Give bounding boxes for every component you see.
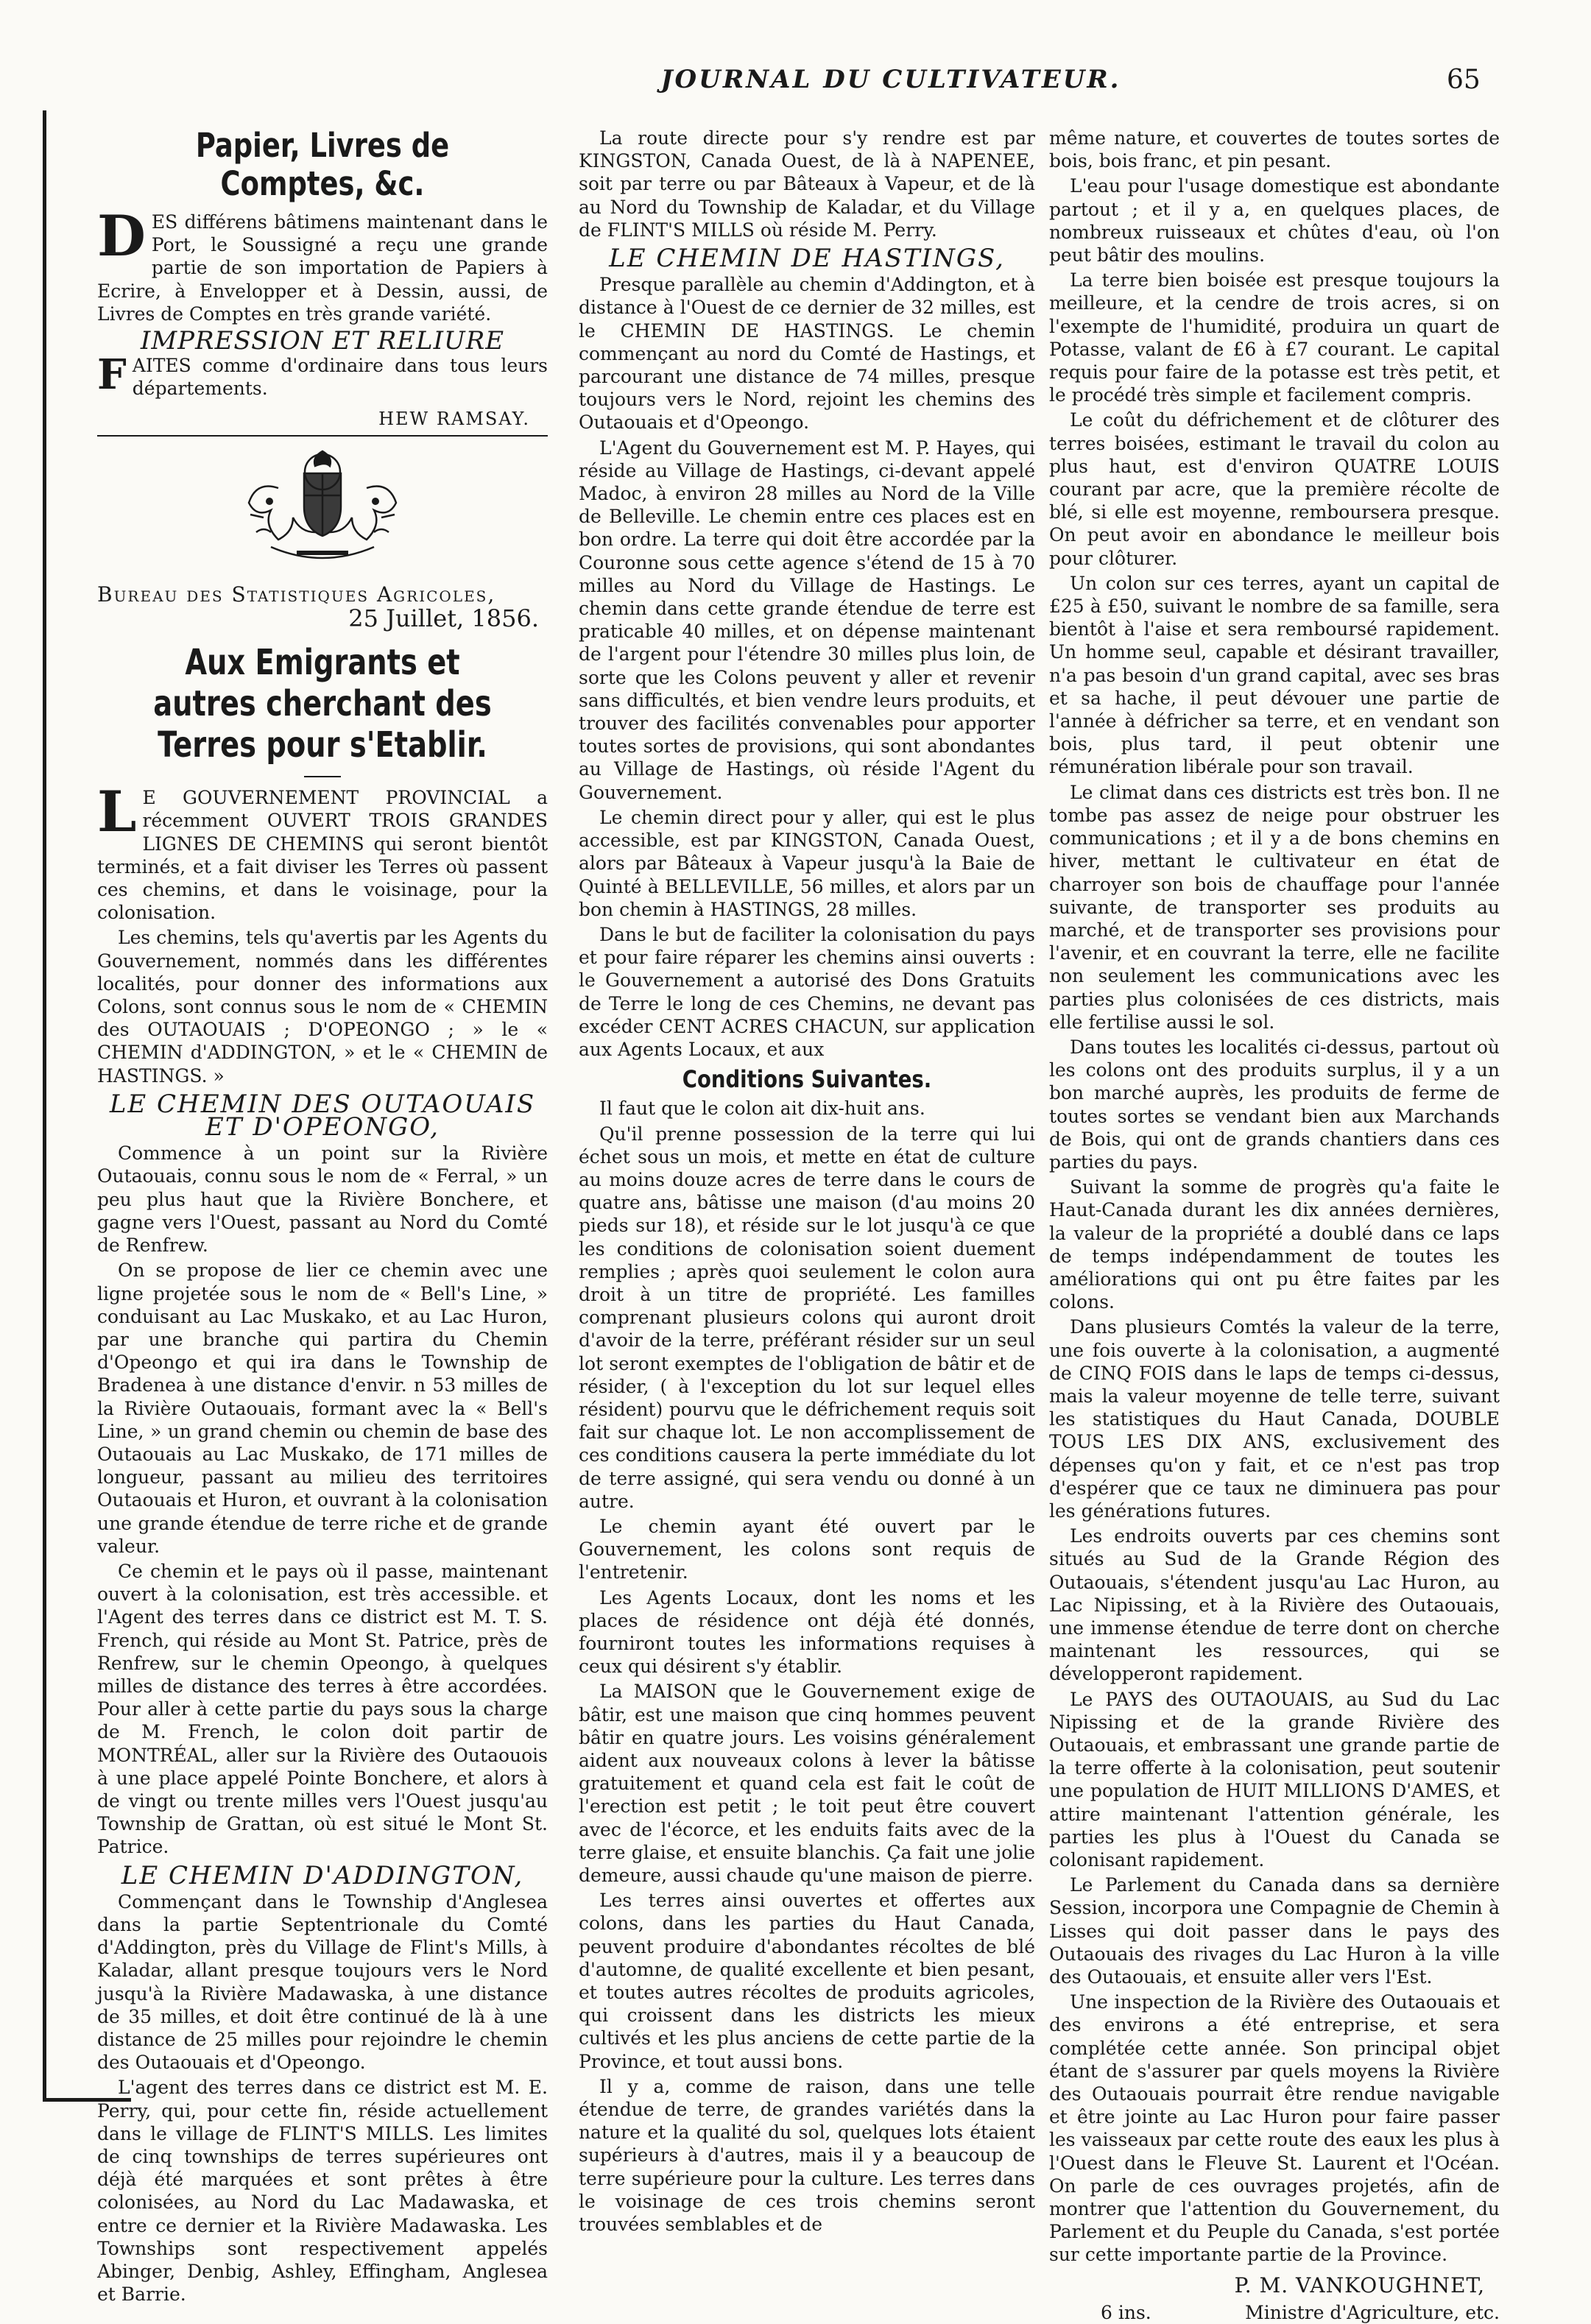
col3-paragraph-5: Un colon sur ces terres, ayant un capital de £25 à £50, suivant le nombre de sa famille, sera bientôt à l'aise et sera remboursé rapidement. Un homme seul, capable et désirant travailler, n'a pas besoin d'un grand capital, avec ses bras et sa hache, il peut dévouer une partie de l'année à défricher sa terre, et en vendant son bois, plus tard, il peut obtenir une rémunération libérale pour son travail. [1049, 572, 1500, 778]
column-1 [97, 127, 548, 2308]
conditions-paragraph-3: Le chemin ayant été ouvert par le Gouvernement, les colons sont requis de l'entretenir. [579, 1515, 1035, 1583]
col3-paragraph-12: Le Parlement du Canada dans sa dernière Session, incorpora une Compagnie de Chemin à Lisses qui doit passer dans le pays des Outaouais des rivages du Lac Huron à la ville des Outaouais, et ensuite aller vers l'Est. [1049, 1874, 1500, 1988]
addington-paragraph-2: L'agent des terres dans ce district est M. E. Perry, qui, pour cette fin, réside actuellement dans le village de FLINT'S MILLS. Les limites de cinq townships de terres supérieures ont déjà été marquées et sont prêtes à être colonisées, au Nord du Lac Madawaska, et entre ce dernier et la Rivière Madawaska. Les Townships sont respectivement appelés Abinger, Denbig, Ashley, Effingham, Anglesea et Barrie. [97, 2077, 548, 2306]
ad-body-2: FAITES comme d'ordinaire dans tous leurs départements. [97, 350, 548, 400]
hastings-paragraph-4: Dans le but de faciliter la colonisation du pays et pour faire réparer les chemins ainsi ouverts : le Gouvernement a autorisé des Dons Gratuits de Terre le long de ces Chemins, ne devant pas excéder CENT ACRES CHACUN, sur application aux Agents Locaux, et aux [579, 923, 1035, 1060]
royal-arms-emblem [227, 444, 418, 573]
section-heading-outaouais: LE CHEMIN DES OUTAOUAIS ET D'OPEONGO, [109, 1089, 536, 1142]
ad-signature: HEW RAMSAY. [378, 408, 530, 429]
conditions-paragraph-6: Les terres ainsi ouvertes et offertes aux colons, dans les parties du Haut Canada, peuvent produire d'abondantes récoltes de blé d'automne, de qualité excellente et bien pesant, et toutes autres récoltes de produits agricoles, qui croissent dans les districts les mieux cultivés et les plus anciens de cette partie de la Province, et tout aussi bons. [579, 1890, 1035, 2072]
intro-dropcap: L [97, 779, 137, 845]
intro-lead: L E GOUVERNEMENT PROVINCIAL a récemment OUVERT TROIS GRANDES LIGNES DE CHEMINS qui seront bientôt terminés, et a fait diviser les Terres où passent ces chemins, et dans le voisinage, pour la colonisation. [97, 779, 548, 924]
outaouais-paragraph-2: On se propose de lier ce chemin avec une ligne projetée sous le nom de « Bell's Line, » conduisant au Lac Muskako, et au Lac Huron, par une branche qui partira du Chemin d'Opeongo et qui ira dans le Township de Bradenea à une distance d'envir. n 53 milles de la Rivière Outaouais, formant avec la « Bell's Line, » un grand chemin ou chemin de base des Outaouais au Lac Muskako, de 171 milles de longueur, passant au milieu des territoires Outaouais et Huron, et ouvrant à la colonisation une grande étendue de terre riche et de grande valeur. [97, 1260, 548, 1557]
col3-paragraph-10: Les endroits ouverts par ces chemins sont situés au Sud de la Grande Région des Outaouais, s'étendent jusqu'au Lac Huron, au Lac Nipissing, et à la Rivière des Outaouais, une immense étendue de terre dont on cherche maintenant les ressources, qui se développeront rapidement. [1049, 1525, 1500, 1685]
bureau-name: Bureau des Statistiques Agricoles, [97, 582, 496, 607]
page-number: 65 [1447, 65, 1481, 95]
col3-paragraph-9: Dans plusieurs Comtés la valeur de la terre, une fois ouverte à la colonisation, a augmenté de CINQ FOIS dans le laps de temps ci-dessus, mais la valeur moyenne de telle terre, suivant les statistiques du Haut Canada, DOUBLE TOUS LES DIX ANS, exclusivement des dépenses qu'on y fait, et ce n'est pas trop d'espérer que ce taux ne diminuera pas pour les générations futures. [1049, 1316, 1500, 1522]
col3-paragraph-13: Une inspection de la Rivière des Outaouais et des environs a été entreprise, et sera complétée cette année. Son principal objet étant de s'assurer par quels moyens la Rivière des Outaouais pourrait être rendue navigable et être jointe au Lac Huron pour faire passer les vaisseaux par cette route des eaux les plus à l'Ouest dans le Fleuve St. Laurent et l'Océan. On parle de ces ouvrages projetés, afin de montrer que l'attention du Gouvernement, du Parlement et du Peuple du Canada, s'est portée sur cette importante partie de la Province. [1049, 1991, 1500, 2266]
advertisement [97, 127, 548, 437]
col3-paragraph-4: Le coût du défrichement et de clôturer des terres boisées, estimant le travail du colon au plus haut, est d'environ QUATRE LOUIS courant par acre, que la première récolte de blé, si elle est moyenne, remboursera presque. On peut avoir en abondance le meilleur bois pour clôturer. [1049, 409, 1500, 569]
col3-paragraph-8: Suivant la somme de progrès qu'a faite le Haut-Canada durant les dix années dernières, la valeur de la propriété a doublé dans ce laps de temps indépendamment de toutes les améliorations qui ont pu être faites par les colons. [1049, 1176, 1500, 1313]
col3-paragraph-11: Le PAYS des OUTAOUAIS, au Sud du Lac Nipissing et de la grande Rivière des Outaouais, et embrassant une grande partie de la terre offerte à la colonisation, peut soutenir une population de HUIT MILLIONS D'AMES, et attire maintenant l'attention générale, les parties les plus à l'Ouest du Canada se colonisant rapidement. [1049, 1688, 1500, 1871]
col3-paragraph-1: même nature, et couvertes de toutes sortes de bois, bois franc, et pin pesant. [1049, 127, 1500, 172]
column-2 [579, 127, 1035, 2238]
col3-paragraph-6: Le climat dans ces districts est très bon. Il ne tombe pas assez de neige pour obstruer les communications ; et il y a de bons chemins en hiver, mettant le cultivateur en état de charroyer son bois de chauffage pour l'année suivante, de transporter ses produits au marché, et de transporter ses provisions pour l'avenir, et en couvrant la terre, elle ne facilite non seulement les communications avec les parties plus colonisées de ces districts, mais elle fertilise aussi le sol. [1049, 781, 1500, 1033]
addington-route-paragraph: La route directe pour s'y rendre est par KINGSTON, Canada Ouest, de là à NAPENEE, soit par terre ou par Bâteaux à Vapeur, et de là au Nord du Township de Kaladar, et du Village de FLINT'S MILLS où réside M. Perry. [579, 127, 1035, 241]
conditions-paragraph-4: Les Agents Locaux, dont les noms et les places de résidence ont déjà été donnés, fourniront toutes les informations requises à ceux qui désirent s'y établir. [579, 1586, 1035, 1678]
intro-paragraph: Les chemins, tels qu'avertis par les Agents du Gouvernement, nommés dans les différentes localités, pour donner des informations aux Colons, sont connus sous le nom de « CHEMIN des OUTAOUAIS ; D'OPEONGO ; » le « CHEMIN d'ADDINGTON, » et le « CHEMIN de HASTINGS. » [97, 927, 548, 1087]
conditions-paragraph-2: Qu'il prenne possession de la terre qui lui échet sous un mois, et mette en état de culture au moins douze acres de terre dans le cours de quatre ans, bâtisse une maison (d'au moins 20 pieds sur 18), et réside sur le lot jusqu'à ce que les conditions de colonisation soient duement remplies ; après quoi seulement le colon aura droit à un titre de propriété. Les familles comprenant plusieurs colons qui auront droit d'avoir de la terre, préférant résider sur un seul lot seront exemptes de l'obligation de bâtir et de résider, ( à l'exception du lot sur lequel elles résident) pourvu que le défrichement requis soit fait sur chaque lot. Le non accomplissement de ces conditions causera la perte immédiate du lot de terre assigné, qui sera vendu ou donné à un autre. [579, 1123, 1035, 1512]
running-title: JOURNAL DU CULTIVATEUR. [660, 65, 1121, 94]
closing-row [1049, 2301, 1500, 2324]
hastings-paragraph-2: L'Agent du Gouvernement est M. P. Hayes, qui réside au Village de Hastings, ci-devant appelé Madoc, à environ 28 milles au Nord de la Ville de Belleville. Le chemin entre ces places est en bon ordre. La terre qui doit être accordée par la Couronne sous cette agence s'étend de 15 à 70 milles au Nord du Village de Hastings. Le chemin dans cette grande étendue de terre est praticable 40 milles, et on dépense maintenant de l'argent pour l'étendre 30 milles plus loin, de sorte que les Colons peuvent y aller et revenir sans difficultés, et bien vendre leurs produits, et trouver des facilités convenables pour apporter toutes sortes de provisions, qui sont abondantes au Village de Hastings, où réside l'Agent du Gouvernement. [579, 437, 1035, 803]
ad-divider [97, 435, 548, 437]
signer-name: P. M. VANKOUGHNET, [1234, 2272, 1485, 2297]
left-border-rule [43, 110, 46, 2098]
hastings-paragraph-1: Presque parallèle au chemin d'Addington, et à distance à l'Ouest de ce dernier de 32 milles, est le CHEMIN DE HASTINGS. Le chemin commençant au nord du Comté de Hastings, et parcourant une distance de 74 milles, presque toujours vers le Nord, rejoint les chemins des Outaouais et d'Opeongo. [579, 274, 1035, 434]
col3-paragraph-7: Dans toutes les localités ci-dessus, partout où les colons ont des produits surplus, il y a un bon marché auprès, les produits de ferme de toutes sortes se vendant bien aux Marchands de Bois, qui ont de grands chantiers dans ces parties du pays. [1049, 1036, 1500, 1173]
ad-body: DES différens bâtimens maintenant dans le Port, le Soussigné a reçu une grande partie de son importation de Papiers à Ecrire, à Envelopper et à Dessin, aussi, de Livres de Comptes en très grande variété. [97, 203, 548, 325]
section-heading-hastings: LE CHEMIN DE HASTINGS, [609, 244, 1005, 274]
col3-paragraph-3: La terre bien boisée est presque toujours la meilleure, et la cendre de trois acres, si on l'exempte de l'humidité, produira un quart de Potasse, valant de £6 à £7 courant. Le capital requis pour faire de la potasse est très petit, et le procédé très simple et facilement compris. [1049, 269, 1500, 406]
closing-signature-block [1049, 2274, 1500, 2324]
ad-dropcap: D [97, 203, 146, 269]
column-3 [1049, 127, 1500, 2324]
main-heading: Aux Emigrants et autres cherchant des Terres pour s'Etablir. [153, 642, 492, 766]
conditions-paragraph-7: Il y a, comme de raison, dans une telle étendue de terre, de grandes variétés dans la nature et la qualité du sol, quelques lots étaient supérieurs à d'autres, mais il y a beaucoup de terre supérieure pour la culture. Les terres dans le voisinage de ces trois chemins seront trouvées semblables et de [579, 2075, 1035, 2236]
signer-title: Ministre d'Agriculture, etc. [1245, 2301, 1500, 2323]
bureau-date: 25 Juillet, 1856. [348, 604, 539, 633]
hastings-paragraph-3: Le chemin direct pour y aller, qui est le plus accessible, est par KINGSTON, Canada Ouest, alors par Bâteaux à Vapeur jusqu'à la Baie de Quinté à BELLEVILLE, 56 milles, et alors par un bon chemin à HASTINGS, 28 milles. [579, 806, 1035, 920]
outaouais-paragraph-3: Ce chemin et le pays où il passe, maintenant ouvert à la colonisation, est très accessible. et l'Agent des terres dans ce district est M. T. S. French, qui réside au Mont St. Patrice, près de Renfrew, sur le chemin Opeongo, à quelques milles de distance des terres à être accordées. Pour aller à cette partie du pays sous la charge de M. French, le colon doit partir de MONTRÉAL, aller sur la Rivière des Outaouois à une place appelé Pointe Bonchere, et alors à de vingt ou trente milles vers l'Ouest jusqu'au Township de Grattan, où est situé le Mont St. Patrice. [97, 1560, 548, 1858]
heading-dash [304, 776, 341, 777]
addington-paragraph-1: Commençant dans le Township d'Anglesea dans la partie Septentrionale du Comté d'Addington, près du Village de Flint's Mills, à Kaladar, allant presque toujours vers le Nord jusqu'à la Rivière Madawaska, à une distance de 35 milles, et doit être continué de là à une distance de 25 milles pour rejoindre le chemin des Outaouais et d'Opeongo. [97, 1890, 548, 2074]
ad-subtitle: IMPRESSION ET RELIURE [140, 326, 505, 356]
ad-title: Papier, Livres de Comptes, &c. [195, 126, 450, 203]
conditions-paragraph-5: La MAISON que le Gouvernement exige de bâtir, est une maison que cinq hommes peuvent bâtir en quatre jours. Les voisins généralement aident aux nouveaux colons à lever la bâtisse gratuitement et quand cela est fait le coût de l'erection est petit ; le toit peut être couvert avec de l'écorce, et les enduits faits avec de la terre glaise, et ensuite blanchis. Ça fait une jolie demeure, aussi chaude qu'une maison de pierre. [579, 1681, 1035, 1887]
conditions-paragraph-1: Il faut que le colon ait dix-huit ans. [599, 1098, 925, 1120]
outaouais-paragraph-1: Commence à un point sur la Rivière Outaouais, connu sous le nom de « Ferral, » un peu plus haut que la Rivière Bonchere, et gagne vers l'Ouest, passant au Nord du Comté de Renfrew. [97, 1142, 548, 1257]
ad-dropcap-2: F [97, 350, 127, 400]
section-heading-conditions: Conditions Suivantes. [682, 1065, 932, 1094]
insertion-note: 6 ins. [1101, 2301, 1151, 2323]
col3-paragraph-2: L'eau pour l'usage domestique est abondante partout ; et il y a, en quelques places, de nombreux ruisseaux et chûtes d'eau, où l'on peut bâtir des moulins. [1049, 175, 1500, 266]
section-heading-addington: LE CHEMIN D'ADDINGTON, [121, 1860, 524, 1890]
